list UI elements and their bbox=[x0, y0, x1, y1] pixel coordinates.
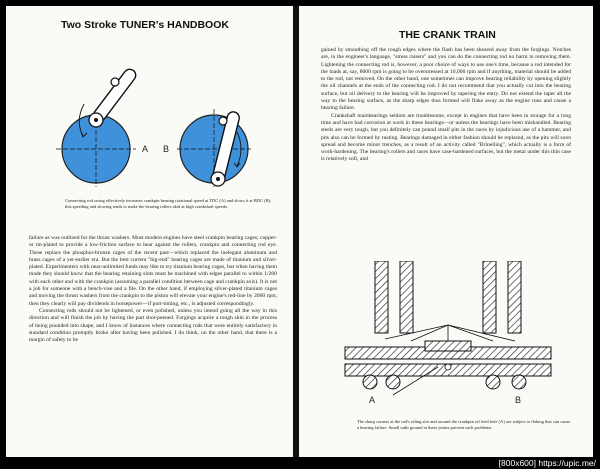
rod-shank-left bbox=[375, 261, 413, 333]
left-page bbox=[6, 6, 293, 457]
right-page-body: gained by smoothing off the rough edges where the flash has been sheared away from the forgings. Notches are, in the engineer's language, "stress raisers" and you can do the connecting rod no harm in removing them. Lightening the connecting rod is, however, a poor choice of ways to use one's time, because a rod intended for the loads at, say, 8000 rpm is going to be overstressed at 10,000 rpm and if anything, material should be added to the rod, not removed. On the other hand, one sometimes can improve bearing reliability by opening slightly the oil channels at the ends of the connecting rod. I do not recommend that you actually cut into the bearing surface, but oil delivery to the bearing will be improved by tapering the entry. Do not extend the taper all the way to the bearing surface, as the sharp edges thus formed will flake away as the engine runs and cause a bearing failure. Crankshaft mainbearings seldom are troublesome, except in engines that have been in storage for a long time and have had corrosion at work in these bearings—or unless the bearings have been mishandled. Bearing steels are very tough, but you definitely can pound small pits in the races by injudicious use of a hammer, and pits also can be formed by rusting. Bearings damaged in either fashion should be replaced, as the pits will soon spread and become minor trenches, as a result of an activity called "Brinelling", which actually is a form of work-hardening. The bearing's rollers and races have case-hardened surfaces, but the metal under this thin case is relatively soft, and bbox=[321, 47, 571, 163]
figure-label-a: A bbox=[142, 144, 149, 154]
crank-figure-a bbox=[56, 67, 148, 187]
figure-label-b: B bbox=[163, 144, 170, 154]
bearing-rollers bbox=[363, 375, 526, 389]
crankpin-section bbox=[345, 341, 551, 376]
left-page-body: failure as was outlined for the thrust washers. Most modern engines have steel crankpin bearing cages; copper- or tin-plated to provide a low-friction surface to bear against the rollers, crankpin and connecting rod eye. These replace the phosphor-bronze cages of the recent past—which replaced the inelegant aluminum and brass cages of a yet-earlier era. But the best current "big-end" bearing cages are made of titanium and silver-plated. Experimenters with near-unlimited funds may like to try titanium bearing cages, but when having them made they should know that the bearing retaining slots must be machined with edges parallel to within 1/200 with each other and with the crankpin (assuming a parallel condition between cage and crankpin axis). It is not a job for someone with a bench-vise and a file. On the other hand, if employing silver-plated titanium cages and moving the thrust washers from the crankpin to the piston will elevate your engine's red-line by 2000 rpm, then they clearly will pay dividends in horsepower—if port-timing, etc., is adjusted correspondingly. Connecting rods should not be lightened, or even polished, unless you intend going all the way in this direction and will finish the job by having the part shot-peened. Forgings acquire a tough skin in the process of being pounded into shape, and I know of instances where connecting rods that were entirely satisfactory in standard condition promptly broke after having been polished. I do think, on the other hand, that there is a margin of safety to be bbox=[29, 235, 277, 344]
connecting-rod-figure bbox=[343, 261, 553, 411]
crank-figure-b bbox=[163, 109, 251, 187]
right-page-header: THE CRANK TRAIN bbox=[399, 29, 496, 41]
watermark-footer: [800x600] https://upic.me/ bbox=[498, 458, 596, 468]
left-page-header: Two Stroke TUNER's HANDBOOK bbox=[61, 19, 229, 31]
right-figure-caption: The sharp corners at the rod's oiling slot and around the crankpin oil feed hole (A) are subject to flaking that can cause a bearing failure. Small radii ground at these points prevent such problems. bbox=[357, 419, 571, 430]
crank-rotation-figure bbox=[51, 42, 251, 190]
rod-label-b: B bbox=[515, 395, 522, 405]
rod-label-a: A bbox=[369, 395, 376, 405]
rod-shank-right bbox=[483, 261, 521, 333]
right-page bbox=[299, 6, 593, 457]
left-figure-caption: Connecting rod swing effectively increases crankpin bearing rotational speed at TDC (A) and slows it at BDC (B): this speeding and slowing tends to make the bearing rollers skid at high crankshaft speeds. bbox=[65, 198, 272, 209]
